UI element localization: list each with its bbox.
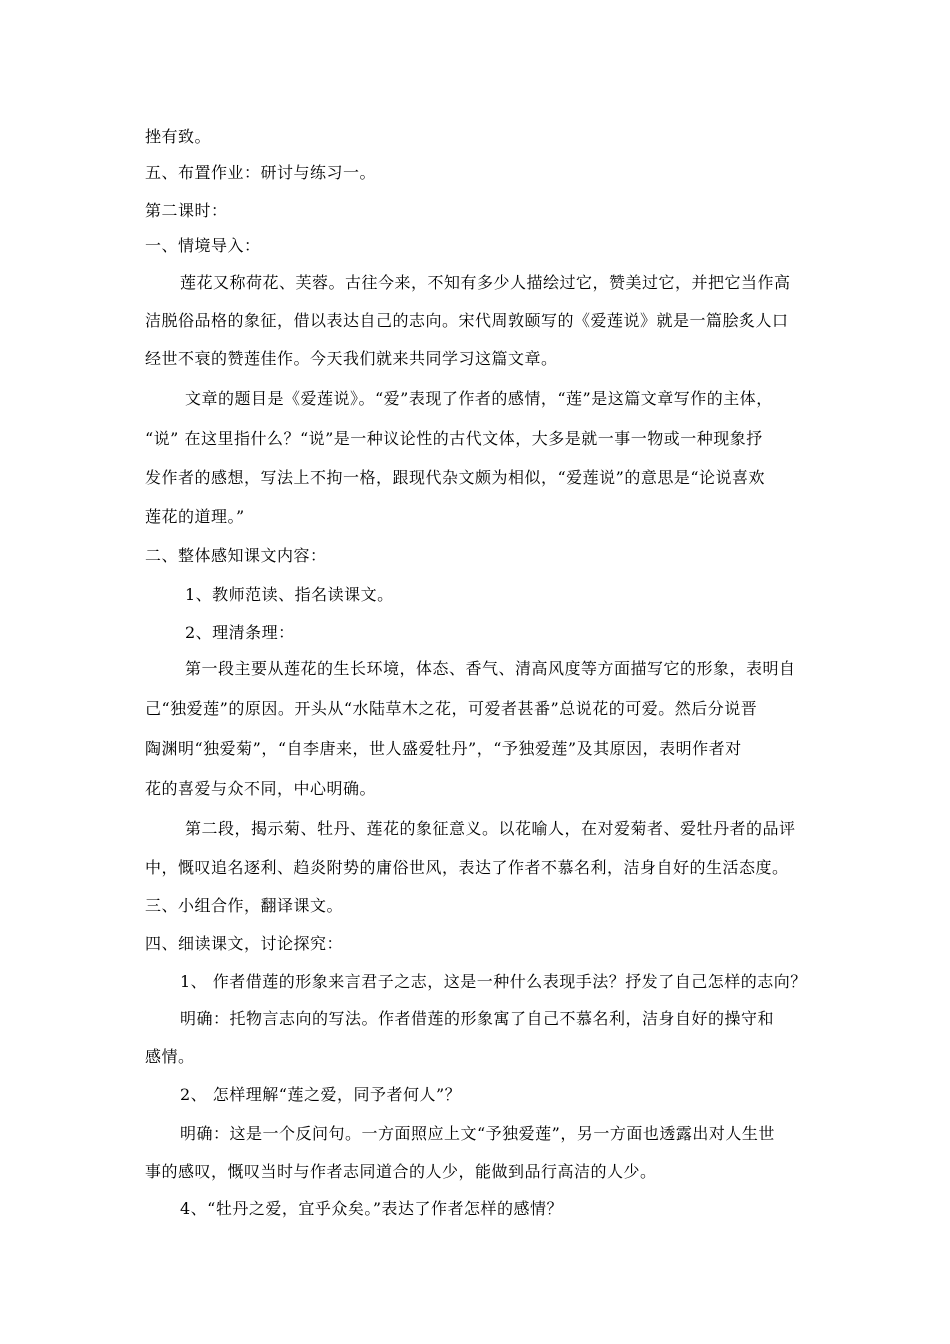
list-item: 4、“牡丹之爱，宜乎众矣。”表达了作者怎样的感情？ xyxy=(180,1199,564,1218)
section-heading: 一、情境导入： xyxy=(145,236,261,255)
section-heading: 五、布置作业：研讨与练习一。 xyxy=(145,163,377,182)
text-line: 事的感叹，慨叹当时与作者志同道合的人少，能做到品行高洁的人少。 xyxy=(145,1162,657,1181)
section-heading: 四、细读课文，讨论探究： xyxy=(145,934,344,953)
text-line: 感情。 xyxy=(145,1047,195,1066)
text-line: 中，慨叹追名逐利、趋炎附势的庸俗世风，表达了作者不慕名利，洁身自好的生活态度。 xyxy=(145,858,789,877)
text-line: 明确：托物言志向的写法。作者借莲的形象寓了自己不慕名利，洁身自好的操守和 xyxy=(180,1009,775,1028)
text-line: 花的喜爱与众不同，中心明确。 xyxy=(145,779,377,798)
list-item: 2、 怎样理解“莲之爱，同予者何人”？ xyxy=(180,1085,462,1104)
text-line: 明确：这是一个反问句。一方面照应上文“予独爱莲”，另一方面也透露出对人生世 xyxy=(180,1124,775,1143)
text-line: 第二段，揭示菊、牡丹、莲花的象征意义。以花喻人，在对爱菊者、爱牡丹者的品评 xyxy=(185,819,796,838)
list-item: 2、理清条理： xyxy=(185,623,295,642)
text-line: 经世不衰的赞莲佳作。今天我们就来共同学习这篇文章。 xyxy=(145,349,558,368)
text-line: 莲花又称荷花、芙蓉。古往今来，不知有多少人描绘过它，赞美过它，并把它当作高 xyxy=(180,273,791,292)
list-item: 1、 作者借莲的形象来言君子之志，这是一种什么表现手法？抒发了自己怎样的志向？ xyxy=(180,972,807,991)
text-line: 文章的题目是《爱莲说》。“爱”表现了作者的感情，“莲”是这篇文章写作的主体， xyxy=(185,389,773,408)
section-heading: 第二课时： xyxy=(145,201,228,220)
list-item: 1、教师范读、指名读课文。 xyxy=(185,585,394,604)
text-line: 洁脱俗品格的象征，借以表达自己的志向。宋代周敦颐写的《爱莲说》就是一篇脍炙人口 xyxy=(145,311,789,330)
text-line: 发作者的感想，写法上不拘一格，跟现代杂文颇为相似，“爱莲说”的意思是“论说喜欢 xyxy=(145,468,766,487)
text-line: 陶渊明“独爱菊”，“自李唐来，世人盛爱牡丹”，“予独爱莲”及其原因，表明作者对 xyxy=(145,739,742,758)
section-heading: 二、整体感知课文内容： xyxy=(145,546,327,565)
text-line: 莲花的道理。” xyxy=(145,507,245,526)
text-line: 第一段主要从莲花的生长环境，体态、香气、清高风度等方面描写它的形象，表明自 xyxy=(185,659,796,678)
text-line: “说” 在这里指什么？“说”是一种议论性的古代文体，大多是就一事一物或一种现象抒 xyxy=(145,429,763,448)
text-line: 挫有致。 xyxy=(145,127,212,146)
text-line: 己“独爱莲”的原因。开头从“水陆草木之花，可爱者甚番”总说花的可爱。然后分说晋 xyxy=(145,699,758,718)
section-heading: 三、小组合作，翻译课文。 xyxy=(145,896,344,915)
